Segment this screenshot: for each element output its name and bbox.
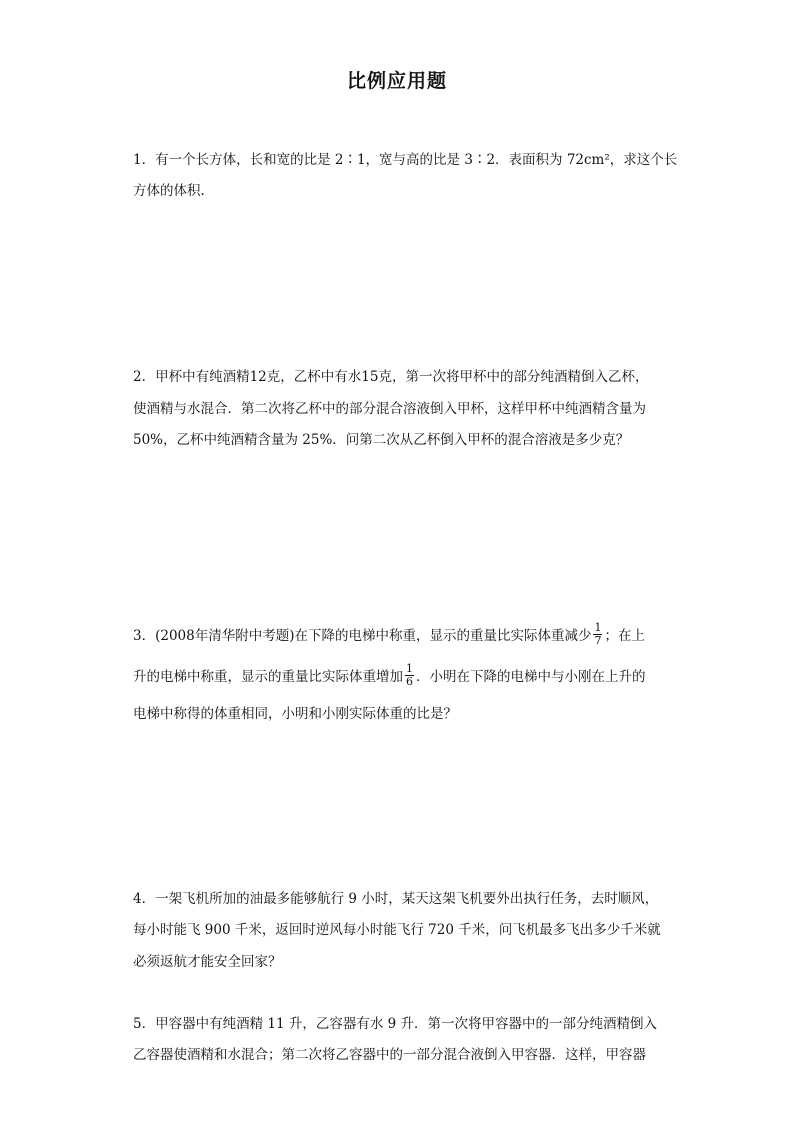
fraction-numerator: 1 [594, 621, 602, 634]
question-2-line-3: 50%，乙杯中纯酒精含量为 25%．问第二次从乙杯倒入甲杯的混合溶液是多少克？ [133, 432, 630, 448]
question-3-text-c: 升的电梯中称重，显示的重量比实际体重增加 [133, 669, 403, 685]
question-3-line-3: 电梯中称得的体重相同，小明和小刚实际体重的比是？ [133, 706, 457, 722]
question-4-line-3: 必须返航才能安全回家？ [133, 954, 282, 970]
question-4-line-2: 每小时能飞 900 千米，返回时逆风每小时能飞行 720 千米，问飞机最多飞出多少千米就 [133, 922, 661, 938]
question-3-text-d: ．小明在下降的电梯中与小刚在上升的 [416, 669, 646, 685]
fraction-numerator: 1 [406, 662, 413, 675]
question-2-line-2: 使酒精与水混合．第二次将乙杯中的部分混合溶液倒入甲杯，这样甲杯中纯酒精含量为 [133, 401, 646, 417]
page-title: 比例应用题 [346, 70, 447, 92]
question-4-line-1: 4．一架飞机所加的油最多能够航行 9 小时，某天这架飞机要外出执行任务，去时顺风， [133, 891, 659, 907]
fraction-denominator: 6 [406, 675, 413, 688]
question-1-line-1: 1．有一个长方体，长和宽的比是 2∶1，宽与高的比是 3∶2．表面积为 72cm²，求这个长 [133, 152, 678, 168]
fraction-denominator: 7 [594, 634, 602, 647]
question-2-line-1: 2．甲杯中有纯酒精12克，乙杯中有水15克，第一次将甲杯中的部分纯酒精倒入乙杯， [133, 369, 649, 385]
fraction-one-sixth [405, 663, 414, 688]
fraction-one-seventh [593, 622, 602, 647]
question-3-line-1 [133, 621, 645, 649]
question-1-line-2: 方体的体积. [133, 183, 205, 199]
question-3-line-2 [133, 662, 646, 690]
question-3-text-a: 3．(2008年清华附中考题)在下降的电梯中称重，显示的重量比实际体重减少 [133, 628, 592, 644]
question-5-line-2: 乙容器使酒精和水混合；第二次将乙容器中的一部分混合液倒入甲容器．这样，甲容器 [133, 1047, 646, 1063]
question-3-text-b: ；在上 [604, 628, 645, 644]
question-5-line-1: 5．甲容器中有纯酒精 11 升，乙容器有水 9 升．第一次将甲容器中的一部分纯酒精倒入 [133, 1016, 658, 1032]
